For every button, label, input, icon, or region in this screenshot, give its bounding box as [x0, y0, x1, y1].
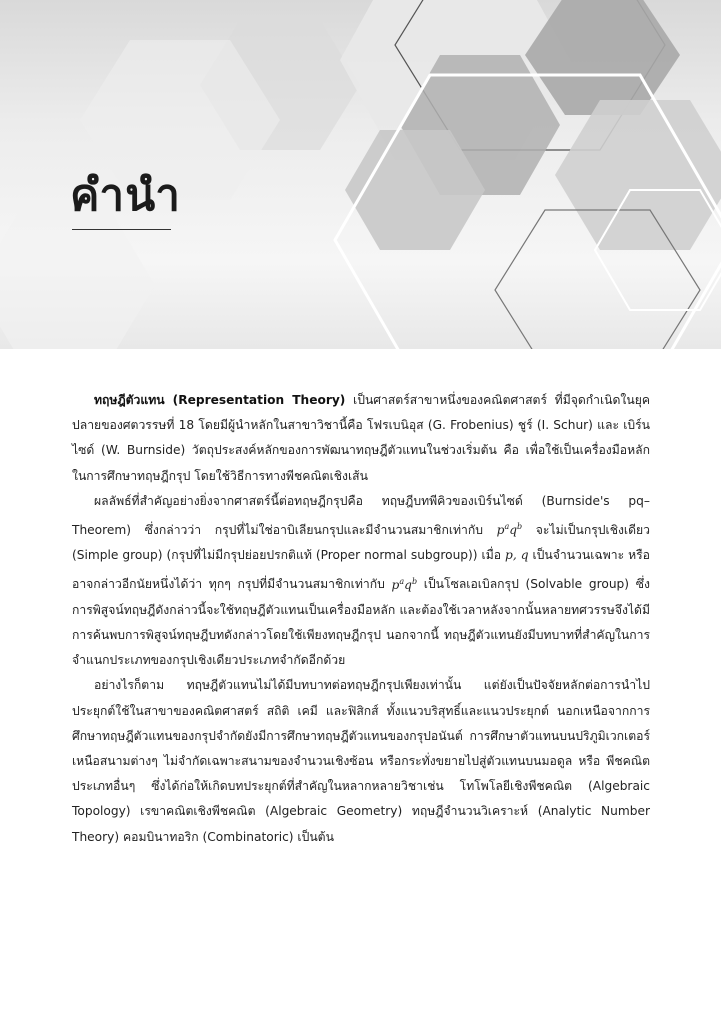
paragraph-1-lead: ทฤษฎีตัวแทน (Representation Theory)	[94, 393, 346, 407]
math-expression: $p^aq^b$	[496, 522, 523, 538]
paragraph-3: อย่างไรก็ตาม ทฤษฎีตัวแทนไม่ได้มีบทบาทต่อทฤษฎีกรุปเพียงเท่านั้น แต่ยังเป็นปัจจัยหลักต่อการนำไปประยุกต์ใช้ในสาขาของคณิตศาสตร์ สถิติ เคมี และฟิสิกส์ ทั้งแนวบริสุทธิ์และแนวประยุกต์ นอกเหนือจากการศึกษาทฤษฎีตัวแทนของกรุปจำกัดยังมีการศึกษาทฤษฎีตัวแทนของกรุปอนันต์ การศึกษาตัวแทนบนปริภูมิเวกเตอร์เหนือสนามต่างๆ ไม่จำกัดเฉพาะสนามของจำนวนเชิงซ้อน หรือกระทั่งขยายไปสู่ตัวแทนบนมอดูล หรือ พีชคณิตประเภทอื่นๆ ซึ่งได้ก่อให้เกิดบทประยุกต์ที่สำคัญในหลากหลายวิชาเช่น โทโพโลยีเชิงพีชคณิต (Algebraic Topology) เรขาคณิตเชิงพีชคณิต (Algebraic Geometry) ทฤษฎีจำนวนวิเคราะห์ (Analytic Number Theory) คอมบินาทอริก (Combinatoric) เป็นต้น	[72, 678, 650, 844]
paragraph-1	[72, 388, 650, 489]
paragraph-2-text-a: ผลลัพธ์ที่สำคัญอย่างยิ่งจากศาสตร์นี้ต่อทฤษฎีกรุปคือ ทฤษฎีบทพีคิวของเบิร์นไซด์ (Burnside's pq–Theorem) ซึ่งกล่าวว่า กรุปที่ไม่ใช่อาบิเลียนกรุปและมีจำนวนสมาชิกเท่ากับ	[72, 493, 650, 538]
paragraph-2-text-b: จะไม่เป็นกรุปเชิงเดียว (Simple group) (กรุปที่ไม่มีกรุปย่อยปรกติแท้ (Proper normal subgroup)) เมื่อ	[72, 523, 650, 563]
math-expression: p, q	[505, 548, 529, 563]
preface-body	[72, 388, 650, 850]
title-underline	[72, 229, 171, 230]
paragraph-2-text-d: เป็นโซลเอเบิลกรุป (Solvable group) ซึ่งการพิสูจน์ทฤษฎีดังกล่าวนี้จะใช้ทฤษฎีตัวแทนเป็นเครื่องมือหลัก และต้องใช้เวลาหลังจากนั้นหลายทศวรรษจึงได้มีการค้นพบการพิสูจน์ทฤษฎีบทดังกล่าวโดยใช้เพียงทฤษฎีกรุป นอกจากนี้ ทฤษฎีตัวแทนยังมีบทบาทที่สำคัญในการจำแนกประเภทของกรุปเชิงเดียวประเภทจำกัดอีกด้วย	[72, 577, 650, 668]
paragraph-2	[72, 489, 650, 674]
paragraph-2-text-c: เป็นจำนวนเฉพาะ หรืออาจกล่าวอีกนัยหนึ่งได้ว่า ทุกๆ กรุปที่มีจำนวนสมาชิกเท่ากับ	[72, 548, 650, 592]
math-expression: $p^aq^b$	[391, 576, 418, 592]
page-title: คำนำ	[70, 170, 181, 221]
hexagon-shape	[0, 210, 155, 349]
paragraph-1-text: เป็นศาสตร์สาขาหนึ่งของคณิตศาสตร์ ที่มีจุดกำเนิดในยุคปลายของศตวรรษที่ 18 โดยมีผู้นำหลักในสาขาวิชานี้คือ โฟรเบนิอุส (G. Frobenius) ชูร์ (I. Schur) และ เบิร์นไซด์ (W. Burnside) วัตถุประสงค์หลักของการพัฒนาทฤษฎีตัวแทนในช่วงเริ่มต้น คือ เพื่อใช้เป็นเครื่องมือหลักในการศึกษาทฤษฎีกรุป โดยใช้วิธีการทางพีชคณิตเชิงเส้น	[72, 393, 650, 483]
